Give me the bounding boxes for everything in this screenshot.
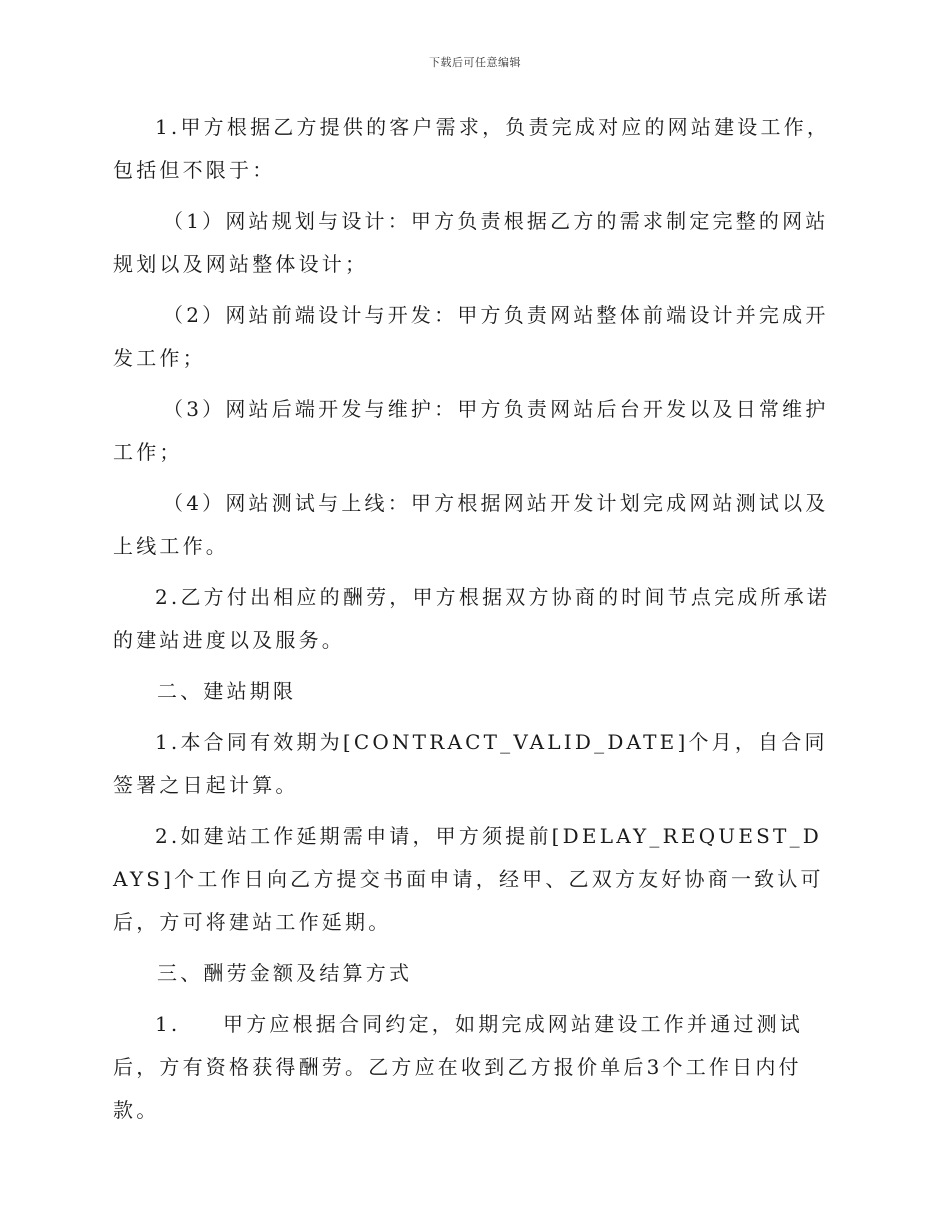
paragraph-1-item-3: （3）网站后端开发与维护：甲方负责网站后台开发以及日常维护工作； [113, 397, 829, 464]
page-header: 下载后可任意编辑 [429, 56, 521, 69]
clause-text: 甲方应根据合同约定，如期完成网站建设工作并通过测试后，方有资格获得酬劳。乙方应在收到乙方报价单后3个工作日内付款。 [113, 1012, 803, 1122]
paragraph-1-item-1: （1）网站规划与设计：甲方负责根据乙方的需求制定完整的网站规划以及网站整体设计； [113, 209, 829, 276]
paragraph-1: 1.甲方根据乙方提供的客户需求，负责完成对应的网站建设工作，包括但不限于： [113, 115, 831, 182]
term-clause-1: 1.本合同有效期为[CONTRACT_VALID_DATE]个月，自合同签署之日起计算。 [113, 730, 828, 797]
paragraph-2: 2.乙方付出相应的酬劳，甲方根据双方协商的时间节点完成所承诺的建站进度以及服务。 [113, 585, 831, 652]
clause-number: 1. [155, 1012, 181, 1036]
section-heading-payment: 三、酬劳金额及结算方式 [157, 961, 413, 985]
paragraph-1-item-4: （4）网站测试与上线：甲方根据网站开发计划完成网站测试以及上线工作。 [113, 491, 829, 558]
document-body [113, 106, 835, 1140]
section-heading-term: 二、建站期限 [157, 679, 297, 703]
term-clause-2: 2.如建站工作延期需申请，甲方须提前[DELAY_REQUEST_DAYS]个工作日向乙方提交书面申请，经甲、乙双方友好协商一致认可后，方可将建站工作延期。 [113, 824, 824, 934]
paragraph-1-item-2: （2）网站前端设计与开发：甲方负责网站整体前端设计并完成开发工作； [113, 303, 829, 370]
payment-clause-1 [113, 1003, 835, 1132]
